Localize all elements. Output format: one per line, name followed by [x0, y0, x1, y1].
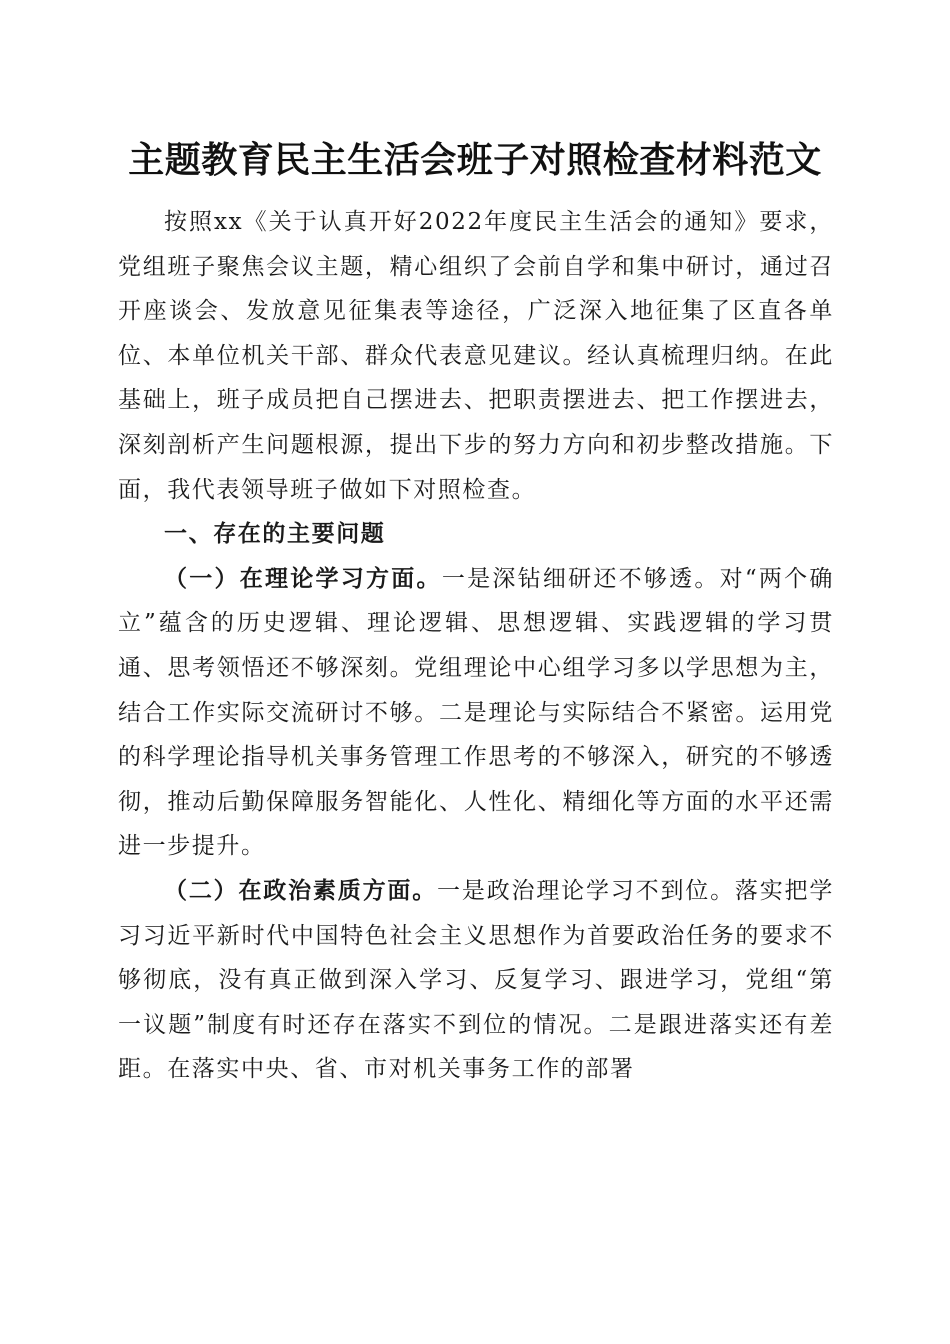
- subsection-lead: （一）在理论学习方面。: [164, 564, 442, 592]
- intro-paragraph-text: 按照xx《关于认真开好2022年度民主生活会的通知》要求，党组班子聚焦会议主题，精心组织了会前自学和集中研讨，通过召开座谈会、发放意见征集表等途径，广泛深入地征集了区直各单位、本单位机关干部、群众代表意见建议。经认真梳理归纳。在此基础上，班子成员把自己摆进去、把职责摆进去、把工作摆进去，深刻剖析产生问题根源，提出下步的努力方向和初步整改措施。下面，我代表领导班子做如下对照检查。: [118, 209, 834, 503]
- document-title: 主题教育民主生活会班子对照检查材料范文: [128, 139, 822, 181]
- subsection-lead: （二）在政治素质方面。: [164, 876, 438, 904]
- subsection-paragraph: [118, 557, 834, 869]
- subsection-text: 一是政治理论学习不到位。落实把学习习近平新时代中国特色社会主义思想作为首要政治任务的要求不够彻底，没有真正做到深入学习、反复学习、跟进学习，党组“第一议题”制度有时还存在落实不到位的情况。二是跟进落实还有差距。在落实中央、省、市对机关事务工作的部署: [118, 877, 834, 1083]
- document-body: [118, 200, 834, 1092]
- subsection-text: 一是深钻细研还不够透。对“两个确立”蕴含的历史逻辑、理论逻辑、思想逻辑、实践逻辑的学习贯通、思考领悟还不够深刻。党组理论中心组学习多以学思想为主，结合工作实际交流研讨不够。二是理论与实际结合不紧密。运用党的科学理论指导机关事务管理工作思考的不够深入，研究的不够透彻，推动后勤保障服务智能化、人性化、精细化等方面的水平还需进一步提升。: [118, 565, 834, 860]
- subsection-paragraph: [118, 869, 834, 1092]
- section-heading: 一、存在的主要问题: [164, 521, 386, 548]
- intro-paragraph: [118, 200, 834, 512]
